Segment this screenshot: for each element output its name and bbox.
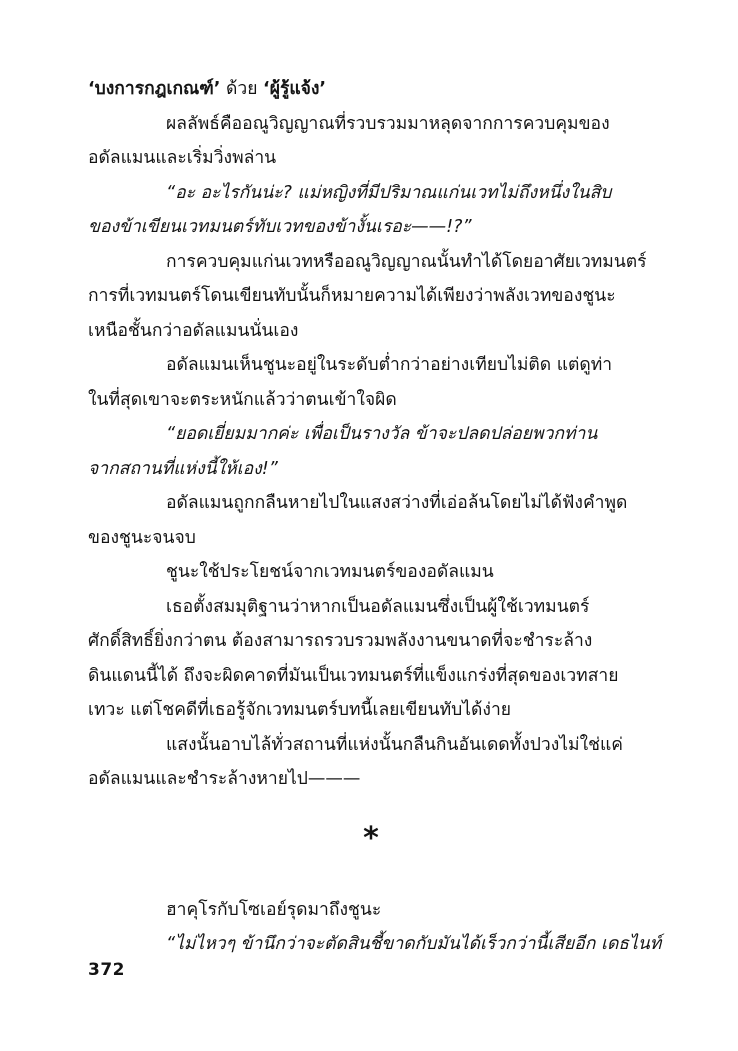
scene-break-asterisk: *: [363, 820, 379, 856]
heading-connector: ด้วย: [220, 79, 264, 99]
paragraph-line: เหนือชั้นกว่าอดัลแมนนั่นเอง: [88, 320, 299, 341]
spacer: [88, 875, 654, 893]
paragraph-line: การที่เวทมนตร์โดนเขียนทับนั้นก็หมายความได้เพียงว่าพลังเวทของชูนะ: [88, 286, 616, 306]
paragraph-line: การควบคุมแก่นเวทหรืออณูวิญญาณนั้นทำได้โดยอาศัยเวทมนตร์: [166, 251, 647, 272]
paragraph-line: อดัลแมนเห็นชูนะอยู่ในระดับต่ำกว่าอย่างเทียบไม่ติด แต่ดูท่า: [166, 355, 613, 375]
paragraph-line: ศักดิ์สิทธิ์ยิ่งกว่าตน ต้องสามารถรวบรวมพลังงานขนาดที่จะชำระล้าง: [88, 631, 593, 651]
page-number: 372: [88, 960, 125, 980]
dialogue-line: “ไม่ไหวๆ ข้านึกว่าจะตัดสินชี้ขาดกับมันได้เร็วกว่านี้เสียอีก เดธไนท์: [166, 934, 662, 954]
dialogue-line: ของข้าเขียนเวทมนตร์ทับเวทของข้างั้นเรอะ——!?”: [88, 217, 472, 237]
dialogue-line: “อะ อะไรกันน่ะ? แม่หญิงที่มีปริมาณแก่นเวทไม่ถึงหนึ่งในสิบ: [166, 182, 612, 203]
paragraph-line: ผลลัพธ์คืออณูวิญญาณที่รวบรวมมาหลุดจากการควบคุมของ: [166, 113, 610, 134]
dialogue-line: “ยอดเยี่ยมมากค่ะ เพื่อเป็นรางวัล ข้าจะปลดปล่อยพวกท่าน: [166, 424, 598, 444]
heading-quote-2: ‘ผู้รู้แจ้ง’: [263, 79, 327, 99]
paragraph-line: ฮาคุโรกับโซเอย์รุดมาถึงชูนะ: [166, 899, 382, 920]
paragraph-line: อดัลแมนและชำระล้างหายไป———: [88, 769, 361, 789]
paragraph-line: ของชูนะจนจบ: [88, 527, 196, 548]
paragraph-line: อดัลแมนถูกกลืนหายไปในแสงสว่างที่เอ่อล้นโดยไม่ได้ฟังคำพูด: [166, 493, 628, 513]
dialogue-line: จากสถานที่แห่งนี้ให้เอง!”: [88, 458, 278, 479]
paragraph-line: อดัลแมนและเริ่มวิ่งพล่าน: [88, 148, 277, 168]
book-page: [88, 72, 662, 962]
paragraph-line: เธอตั้งสมมุติฐานว่าหากเป็นอดัลแมนซึ่งเป็นผู้ใช้เวทมนตร์: [166, 596, 590, 617]
section-heading: [88, 72, 654, 107]
paragraph-line: แสงนั้นอาบไล้ทั่วสถานที่แห่งนั้นกลืนกินอันเดดทั้งปวงไม่ใช่แค่: [166, 734, 623, 755]
paragraph-line: ชูนะใช้ประโยชน์จากเวทมนตร์ของอดัลแมน: [166, 562, 494, 582]
paragraph-line: ในที่สุดเขาจะตระหนักแล้วว่าตนเข้าใจผิด: [88, 389, 397, 410]
paragraph-line: ดินแดนนี้ได้ ถึงจะผิดคาดที่มันเป็นเวทมนตร์ที่แข็งแกร่งที่สุดของเวทสาย: [88, 665, 619, 686]
paragraph-line: เทวะ แต่โชคดีที่เธอรู้จักเวทมนตร์บทนี้เลยเขียนทับได้ง่าย: [88, 700, 512, 720]
heading-quote-1: ‘บงการกฎเกณฑ์’: [88, 79, 221, 99]
